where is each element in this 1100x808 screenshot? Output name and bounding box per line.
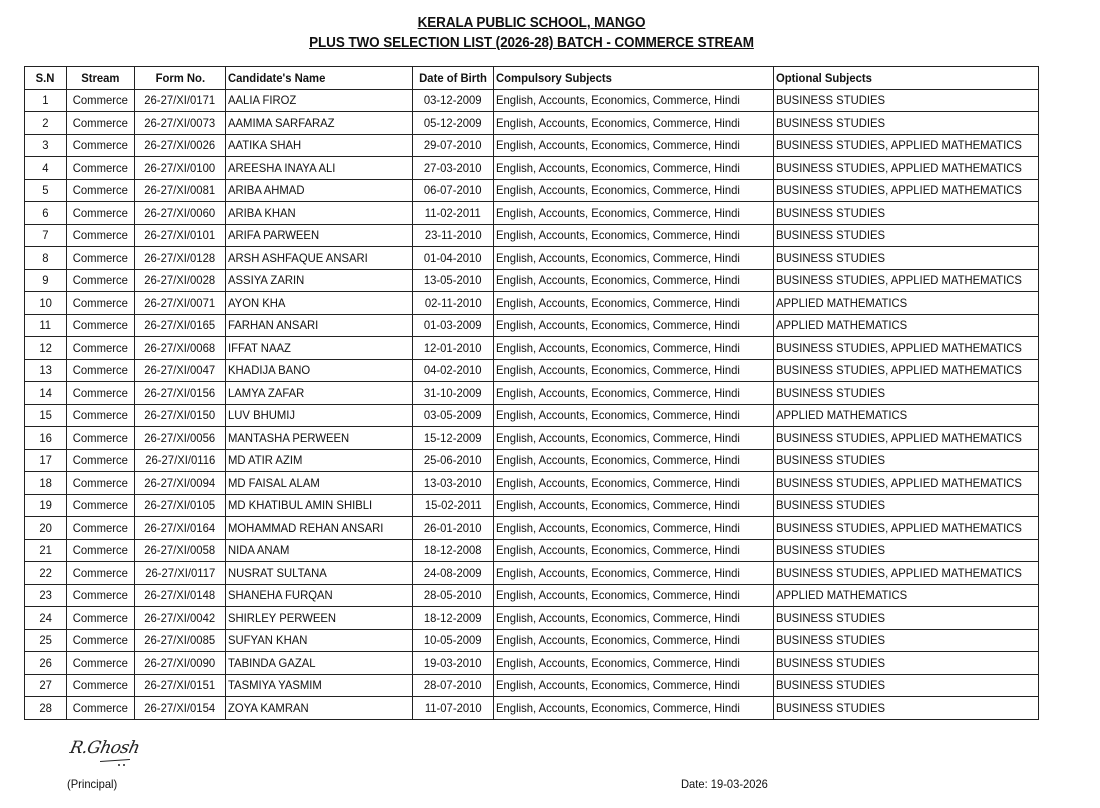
cell-name: ARIBA KHAN — [226, 202, 413, 225]
cell-name: ASSIYA ZARIN — [226, 269, 413, 292]
cell-dob: 02-11-2010 — [413, 292, 494, 315]
cell-stream: Commerce — [67, 584, 135, 607]
cell-dob: 03-12-2009 — [413, 89, 494, 112]
cell-optional: BUSINESS STUDIES — [774, 112, 1039, 135]
cell-stream: Commerce — [67, 539, 135, 562]
cell-stream: Commerce — [67, 292, 135, 315]
cell-compulsory: English, Accounts, Economics, Commerce, Hindi — [494, 472, 774, 495]
cell-form-no: 26-27/XI/0081 — [135, 179, 226, 202]
cell-stream: Commerce — [67, 562, 135, 585]
table-row — [25, 427, 1039, 450]
cell-name: NUSRAT SULTANA — [226, 562, 413, 585]
cell-sn: 2 — [25, 112, 67, 135]
cell-optional: BUSINESS STUDIES — [774, 449, 1039, 472]
cell-name: ARSH ASHFAQUE ANSARI — [226, 247, 413, 270]
cell-sn: 27 — [25, 674, 67, 697]
cell-sn: 6 — [25, 202, 67, 225]
cell-stream: Commerce — [67, 494, 135, 517]
cell-optional: BUSINESS STUDIES — [774, 607, 1039, 630]
column-header-optional: Optional Subjects — [774, 67, 1039, 90]
table-row — [25, 562, 1039, 585]
cell-sn: 12 — [25, 337, 67, 360]
table-row — [25, 607, 1039, 630]
cell-dob: 29-07-2010 — [413, 134, 494, 157]
cell-compulsory: English, Accounts, Economics, Commerce, Hindi — [494, 494, 774, 517]
cell-compulsory: English, Accounts, Economics, Commerce, Hindi — [494, 247, 774, 270]
cell-sn: 21 — [25, 539, 67, 562]
table-row — [25, 517, 1039, 540]
cell-dob: 11-07-2010 — [413, 697, 494, 720]
cell-name: LUV BHUMIJ — [226, 404, 413, 427]
cell-compulsory: English, Accounts, Economics, Commerce, Hindi — [494, 427, 774, 450]
cell-stream: Commerce — [67, 337, 135, 360]
cell-compulsory: English, Accounts, Economics, Commerce, Hindi — [494, 179, 774, 202]
cell-name: IFFAT NAAZ — [226, 337, 413, 360]
table-row — [25, 337, 1039, 360]
cell-optional: BUSINESS STUDIES — [774, 247, 1039, 270]
table-row — [25, 652, 1039, 675]
cell-sn: 14 — [25, 382, 67, 405]
principal-signature — [66, 734, 150, 770]
cell-name: TABINDA GAZAL — [226, 652, 413, 675]
cell-compulsory: English, Accounts, Economics, Commerce, Hindi — [494, 337, 774, 360]
cell-name: ARIBA AHMAD — [226, 179, 413, 202]
cell-stream: Commerce — [67, 517, 135, 540]
cell-form-no: 26-27/XI/0060 — [135, 202, 226, 225]
cell-form-no: 26-27/XI/0150 — [135, 404, 226, 427]
cell-stream: Commerce — [67, 359, 135, 382]
cell-optional: BUSINESS STUDIES — [774, 674, 1039, 697]
issue-date: Date: 19-03-2026 — [681, 777, 768, 791]
column-header-name: Candidate's Name — [226, 67, 413, 90]
cell-name: MANTASHA PERWEEN — [226, 427, 413, 450]
cell-name: SHANEHA FURQAN — [226, 584, 413, 607]
table-row — [25, 134, 1039, 157]
cell-sn: 26 — [25, 652, 67, 675]
table-row — [25, 202, 1039, 225]
cell-sn: 17 — [25, 449, 67, 472]
cell-compulsory: English, Accounts, Economics, Commerce, Hindi — [494, 562, 774, 585]
cell-stream: Commerce — [67, 607, 135, 630]
table-row — [25, 247, 1039, 270]
cell-sn: 18 — [25, 472, 67, 495]
cell-dob: 28-05-2010 — [413, 584, 494, 607]
cell-stream: Commerce — [67, 247, 135, 270]
cell-form-no: 26-27/XI/0068 — [135, 337, 226, 360]
cell-optional: BUSINESS STUDIES — [774, 494, 1039, 517]
cell-optional: BUSINESS STUDIES — [774, 202, 1039, 225]
cell-stream: Commerce — [67, 674, 135, 697]
cell-compulsory: English, Accounts, Economics, Commerce, Hindi — [494, 359, 774, 382]
cell-stream: Commerce — [67, 382, 135, 405]
cell-dob: 28-07-2010 — [413, 674, 494, 697]
table-row — [25, 629, 1039, 652]
cell-name: NIDA ANAM — [226, 539, 413, 562]
signature-dot — [123, 764, 125, 766]
signature-underline — [100, 759, 130, 762]
table-header-row — [25, 67, 1039, 90]
cell-name: ARIFA PARWEEN — [226, 224, 413, 247]
cell-name: TASMIYA YASMIM — [226, 674, 413, 697]
cell-compulsory: English, Accounts, Economics, Commerce, Hindi — [494, 314, 774, 337]
cell-dob: 15-02-2011 — [413, 494, 494, 517]
school-name: KERALA PUBLIC SCHOOL, MANGO — [417, 15, 646, 31]
cell-name: AALIA FIROZ — [226, 89, 413, 112]
cell-stream: Commerce — [67, 629, 135, 652]
cell-optional: BUSINESS STUDIES — [774, 652, 1039, 675]
cell-dob: 04-02-2010 — [413, 359, 494, 382]
cell-compulsory: English, Accounts, Economics, Commerce, Hindi — [494, 89, 774, 112]
cell-optional: BUSINESS STUDIES, APPLIED MATHEMATICS — [774, 359, 1039, 382]
cell-dob: 12-01-2010 — [413, 337, 494, 360]
selection-table — [24, 66, 1039, 720]
cell-optional: BUSINESS STUDIES, APPLIED MATHEMATICS — [774, 179, 1039, 202]
column-header-compulsory: Compulsory Subjects — [494, 67, 774, 90]
cell-dob: 11-02-2011 — [413, 202, 494, 225]
cell-form-no: 26-27/XI/0148 — [135, 584, 226, 607]
cell-stream: Commerce — [67, 472, 135, 495]
cell-name: SUFYAN KHAN — [226, 629, 413, 652]
cell-stream: Commerce — [67, 314, 135, 337]
cell-name: ZOYA KAMRAN — [226, 697, 413, 720]
cell-name: LAMYA ZAFAR — [226, 382, 413, 405]
cell-name: FARHAN ANSARI — [226, 314, 413, 337]
signature-dot — [118, 764, 120, 766]
cell-stream: Commerce — [67, 404, 135, 427]
cell-dob: 03-05-2009 — [413, 404, 494, 427]
cell-compulsory: English, Accounts, Economics, Commerce, Hindi — [494, 404, 774, 427]
cell-form-no: 26-27/XI/0047 — [135, 359, 226, 382]
table-row — [25, 89, 1039, 112]
list-title: PLUS TWO SELECTION LIST (2026-28) BATCH - COMMERCE STREAM — [309, 35, 754, 51]
cell-sn: 4 — [25, 157, 67, 180]
cell-compulsory: English, Accounts, Economics, Commerce, Hindi — [494, 449, 774, 472]
cell-form-no: 26-27/XI/0042 — [135, 607, 226, 630]
cell-stream: Commerce — [67, 269, 135, 292]
cell-optional: BUSINESS STUDIES — [774, 629, 1039, 652]
table-row — [25, 382, 1039, 405]
cell-optional: BUSINESS STUDIES, APPLIED MATHEMATICS — [774, 517, 1039, 540]
column-header-dob: Date of Birth — [413, 67, 494, 90]
table-row — [25, 697, 1039, 720]
cell-form-no: 26-27/XI/0071 — [135, 292, 226, 315]
cell-optional: BUSINESS STUDIES, APPLIED MATHEMATICS — [774, 562, 1039, 585]
cell-dob: 05-12-2009 — [413, 112, 494, 135]
cell-sn: 3 — [25, 134, 67, 157]
cell-dob: 15-12-2009 — [413, 427, 494, 450]
cell-sn: 10 — [25, 292, 67, 315]
cell-compulsory: English, Accounts, Economics, Commerce, Hindi — [494, 517, 774, 540]
cell-name: AAMIMA SARFARAZ — [226, 112, 413, 135]
cell-form-no: 26-27/XI/0154 — [135, 697, 226, 720]
cell-compulsory: English, Accounts, Economics, Commerce, Hindi — [494, 382, 774, 405]
cell-form-no: 26-27/XI/0116 — [135, 449, 226, 472]
cell-compulsory: English, Accounts, Economics, Commerce, Hindi — [494, 584, 774, 607]
cell-sn: 9 — [25, 269, 67, 292]
cell-optional: BUSINESS STUDIES, APPLIED MATHEMATICS — [774, 134, 1039, 157]
cell-form-no: 26-27/XI/0117 — [135, 562, 226, 585]
cell-sn: 7 — [25, 224, 67, 247]
cell-sn: 8 — [25, 247, 67, 270]
cell-form-no: 26-27/XI/0073 — [135, 112, 226, 135]
cell-optional: APPLIED MATHEMATICS — [774, 404, 1039, 427]
cell-compulsory: English, Accounts, Economics, Commerce, Hindi — [494, 112, 774, 135]
cell-stream: Commerce — [67, 427, 135, 450]
cell-optional: BUSINESS STUDIES, APPLIED MATHEMATICS — [774, 157, 1039, 180]
cell-compulsory: English, Accounts, Economics, Commerce, Hindi — [494, 224, 774, 247]
cell-dob: 19-03-2010 — [413, 652, 494, 675]
cell-compulsory: English, Accounts, Economics, Commerce, Hindi — [494, 652, 774, 675]
cell-stream: Commerce — [67, 134, 135, 157]
cell-sn: 23 — [25, 584, 67, 607]
table-row — [25, 179, 1039, 202]
cell-name: AATIKA SHAH — [226, 134, 413, 157]
cell-optional: APPLIED MATHEMATICS — [774, 292, 1039, 315]
cell-optional: BUSINESS STUDIES, APPLIED MATHEMATICS — [774, 427, 1039, 450]
cell-optional: BUSINESS STUDIES — [774, 697, 1039, 720]
cell-form-no: 26-27/XI/0028 — [135, 269, 226, 292]
cell-form-no: 26-27/XI/0171 — [135, 89, 226, 112]
cell-sn: 1 — [25, 89, 67, 112]
table-row — [25, 224, 1039, 247]
cell-form-no: 26-27/XI/0058 — [135, 539, 226, 562]
cell-name: AYON KHA — [226, 292, 413, 315]
cell-form-no: 26-27/XI/0101 — [135, 224, 226, 247]
cell-name: MD ATIR AZIM — [226, 449, 413, 472]
cell-form-no: 26-27/XI/0056 — [135, 427, 226, 450]
cell-compulsory: English, Accounts, Economics, Commerce, Hindi — [494, 269, 774, 292]
cell-optional: BUSINESS STUDIES — [774, 224, 1039, 247]
cell-compulsory: English, Accounts, Economics, Commerce, Hindi — [494, 157, 774, 180]
cell-form-no: 26-27/XI/0090 — [135, 652, 226, 675]
cell-name: SHIRLEY PERWEEN — [226, 607, 413, 630]
table-row — [25, 269, 1039, 292]
cell-stream: Commerce — [67, 157, 135, 180]
cell-optional: APPLIED MATHEMATICS — [774, 584, 1039, 607]
cell-dob: 26-01-2010 — [413, 517, 494, 540]
cell-name: AREESHA INAYA ALI — [226, 157, 413, 180]
cell-name: MD FAISAL ALAM — [226, 472, 413, 495]
cell-compulsory: English, Accounts, Economics, Commerce, Hindi — [494, 292, 774, 315]
cell-sn: 24 — [25, 607, 67, 630]
cell-dob: 01-03-2009 — [413, 314, 494, 337]
cell-form-no: 26-27/XI/0105 — [135, 494, 226, 517]
cell-dob: 23-11-2010 — [413, 224, 494, 247]
table-row — [25, 674, 1039, 697]
cell-optional: BUSINESS STUDIES — [774, 539, 1039, 562]
cell-dob: 27-03-2010 — [413, 157, 494, 180]
cell-dob: 18-12-2008 — [413, 539, 494, 562]
cell-stream: Commerce — [67, 449, 135, 472]
cell-optional: BUSINESS STUDIES, APPLIED MATHEMATICS — [774, 337, 1039, 360]
table-row — [25, 314, 1039, 337]
cell-compulsory: English, Accounts, Economics, Commerce, Hindi — [494, 134, 774, 157]
table-row — [25, 584, 1039, 607]
principal-label: (Principal) — [67, 777, 118, 791]
cell-stream: Commerce — [67, 224, 135, 247]
cell-sn: 13 — [25, 359, 67, 382]
cell-sn: 11 — [25, 314, 67, 337]
cell-compulsory: English, Accounts, Economics, Commerce, Hindi — [494, 674, 774, 697]
cell-form-no: 26-27/XI/0128 — [135, 247, 226, 270]
column-header-sn: S.N — [25, 67, 67, 90]
cell-form-no: 26-27/XI/0085 — [135, 629, 226, 652]
cell-dob: 31-10-2009 — [413, 382, 494, 405]
cell-optional: APPLIED MATHEMATICS — [774, 314, 1039, 337]
table-row — [25, 449, 1039, 472]
cell-sn: 28 — [25, 697, 67, 720]
cell-dob: 13-03-2010 — [413, 472, 494, 495]
cell-dob: 06-07-2010 — [413, 179, 494, 202]
cell-compulsory: English, Accounts, Economics, Commerce, Hindi — [494, 202, 774, 225]
cell-sn: 22 — [25, 562, 67, 585]
cell-form-no: 26-27/XI/0094 — [135, 472, 226, 495]
cell-optional: BUSINESS STUDIES, APPLIED MATHEMATICS — [774, 472, 1039, 495]
cell-sn: 5 — [25, 179, 67, 202]
cell-dob: 25-06-2010 — [413, 449, 494, 472]
cell-optional: BUSINESS STUDIES — [774, 382, 1039, 405]
cell-stream: Commerce — [67, 89, 135, 112]
table-row — [25, 292, 1039, 315]
cell-form-no: 26-27/XI/0165 — [135, 314, 226, 337]
cell-stream: Commerce — [67, 112, 135, 135]
cell-stream: Commerce — [67, 202, 135, 225]
cell-compulsory: English, Accounts, Economics, Commerce, Hindi — [494, 629, 774, 652]
table-row — [25, 494, 1039, 517]
cell-form-no: 26-27/XI/0164 — [135, 517, 226, 540]
cell-dob: 13-05-2010 — [413, 269, 494, 292]
signature-text: R.Ghosh — [68, 738, 142, 758]
cell-sn: 25 — [25, 629, 67, 652]
cell-optional: BUSINESS STUDIES, APPLIED MATHEMATICS — [774, 269, 1039, 292]
table-row — [25, 539, 1039, 562]
table-row — [25, 112, 1039, 135]
cell-form-no: 26-27/XI/0100 — [135, 157, 226, 180]
cell-sn: 16 — [25, 427, 67, 450]
column-header-stream: Stream — [67, 67, 135, 90]
cell-sn: 15 — [25, 404, 67, 427]
cell-stream: Commerce — [67, 697, 135, 720]
cell-stream: Commerce — [67, 179, 135, 202]
cell-form-no: 26-27/XI/0156 — [135, 382, 226, 405]
table-row — [25, 472, 1039, 495]
cell-name: MD KHATIBUL AMIN SHIBLI — [226, 494, 413, 517]
column-header-form-no: Form No. — [135, 67, 226, 90]
cell-form-no: 26-27/XI/0151 — [135, 674, 226, 697]
cell-form-no: 26-27/XI/0026 — [135, 134, 226, 157]
cell-sn: 20 — [25, 517, 67, 540]
cell-name: MOHAMMAD REHAN ANSARI — [226, 517, 413, 540]
cell-dob: 10-05-2009 — [413, 629, 494, 652]
cell-stream: Commerce — [67, 652, 135, 675]
table-row — [25, 359, 1039, 382]
cell-compulsory: English, Accounts, Economics, Commerce, Hindi — [494, 539, 774, 562]
cell-name: KHADIJA BANO — [226, 359, 413, 382]
table-row — [25, 404, 1039, 427]
cell-compulsory: English, Accounts, Economics, Commerce, Hindi — [494, 697, 774, 720]
table-row — [25, 157, 1039, 180]
cell-optional: BUSINESS STUDIES — [774, 89, 1039, 112]
cell-compulsory: English, Accounts, Economics, Commerce, Hindi — [494, 607, 774, 630]
cell-dob: 18-12-2009 — [413, 607, 494, 630]
cell-dob: 24-08-2009 — [413, 562, 494, 585]
cell-sn: 19 — [25, 494, 67, 517]
cell-dob: 01-04-2010 — [413, 247, 494, 270]
